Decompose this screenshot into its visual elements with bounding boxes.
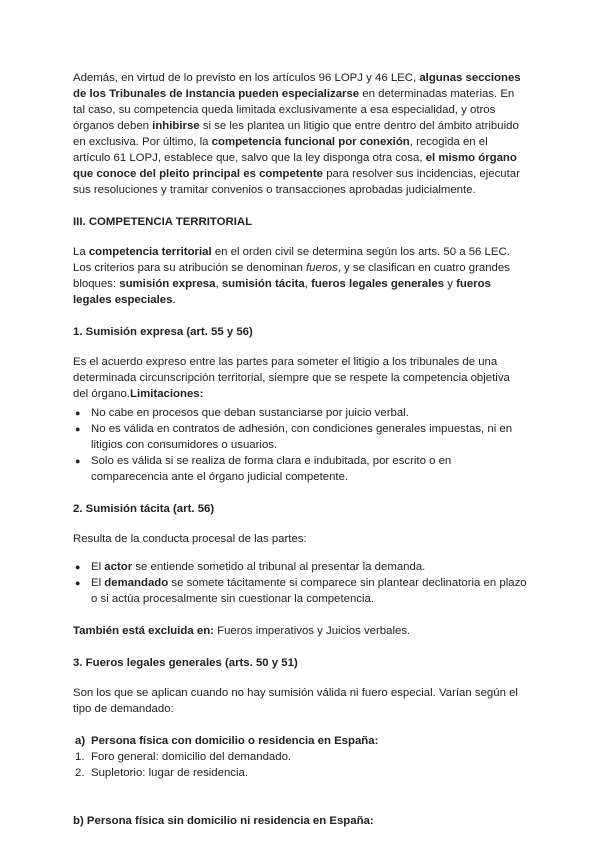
paragraph-competencia-territorial [73, 244, 528, 308]
list-limitaciones [73, 405, 528, 485]
bullet-icon: ● [75, 424, 81, 434]
italic-run: fueros [306, 262, 338, 274]
list-item-text: Solo es válida si se realiza de forma clara e indubitada, por escrito o en comparecencia ante el órgano judicial competente. [91, 455, 452, 483]
paragraph-fueros-generales: Son los que se aplican cuando no hay sumisión válida ni fuero especial. Varían según el tipo de demandado: [73, 687, 518, 715]
bold-run: demandado [104, 577, 169, 589]
bold-run: algunas secciones de los Tribunales de Instancia pueden especializarse [73, 72, 521, 100]
subheading-persona-fisica-espana [73, 733, 528, 749]
text-run: Además, en virtud de lo previsto en los artículos 96 LOPJ y 46 LEC, [73, 72, 420, 84]
paragraph-sumision-expresa [73, 354, 528, 402]
heading-sumision-tacita: 2. Sumisión tácita (art. 56) [73, 503, 215, 515]
heading-competencia-territorial: III. COMPETENCIA TERRITORIAL [73, 216, 253, 228]
list-item [73, 421, 528, 453]
bold-run: competencia funcional por conexión [211, 136, 410, 148]
paragraph-sumision-tacita: Resulta de la conducta procesal de las partes: [73, 533, 307, 545]
heading-fueros-generales: 3. Fueros legales generales (arts. 50 y 51) [73, 657, 298, 669]
text-run: en el orden civil se determina según los arts. 50 a 56 LEC. Los criterios para su atribución se denominan [73, 246, 510, 274]
list-item [73, 453, 528, 485]
subheading-persona-fisica-extranjero: b) Persona física sin domicilio ni residencia en España: [73, 815, 374, 827]
bold-run: competencia territorial [88, 246, 212, 258]
list-item-text: No es válida en contratos de adhesión, con condiciones generales impuestas, ni en litigios con consumidores o usuarios. [91, 423, 513, 451]
bold-run: También está excluida en: [73, 625, 214, 637]
list-item-text: Foro general: domicilio del demandado. [91, 751, 292, 763]
text-run: se entiende sometido al tribunal al presentar la demanda. [132, 561, 426, 573]
heading-sumision-expresa: 1. Sumisión expresa (art. 55 y 56) [73, 326, 253, 338]
list-fueros-persona-fisica [73, 749, 528, 781]
text-run: . [172, 294, 176, 306]
text-run: , [304, 278, 312, 290]
list-item-text: Supletorio: lugar de residencia. [91, 767, 249, 779]
bold-run: sumisión expresa [119, 278, 216, 290]
bold-run: el mismo órgano que conoce del pleito principal es competente [73, 152, 517, 180]
text-run: , y se clasifican en cuatro grandes bloques: [73, 262, 510, 290]
list-item [73, 405, 528, 421]
list-item [73, 559, 528, 575]
subheading-marker: a) [75, 735, 86, 747]
paragraph-especializacion [73, 70, 528, 198]
bullet-icon: ● [75, 562, 81, 572]
list-item-text: No cabe en procesos que deban sustanciarse por juicio verbal. [91, 407, 409, 419]
document-page [73, 70, 528, 843]
bold-run: Limitaciones: [130, 388, 204, 400]
text-run: Fueros imperativos y Juicios verbales. [213, 625, 411, 637]
text-run: , recogida en el artículo 61 LOPJ, establece que, salvo que la ley disponga otra cosa, [73, 136, 488, 164]
bullet-icon: ● [75, 578, 81, 588]
bold-run: actor [104, 561, 133, 573]
list-number: 1. [75, 751, 85, 763]
text-run: , [215, 278, 222, 290]
list-sumision-tacita [73, 559, 528, 607]
bold-run: sumisión tácita [221, 278, 305, 290]
text-run: se somete tácitamente si comparece sin plantear declinatoria en plazo o si actúa procesalmente sin cuestionar la competencia. [91, 577, 527, 605]
list-number: 2. [75, 767, 85, 779]
subheading-label: Persona física con domicilio o residencia en España: [91, 735, 379, 747]
text-run: para resolver sus incidencias, ejecutar sus resoluciones y tramitar convenios o transacciones aprobadas judicialmente. [73, 168, 520, 196]
text-run: El [91, 561, 105, 573]
text-run: El [91, 577, 105, 589]
list-item [73, 765, 528, 781]
list-item [73, 575, 528, 607]
text-run: Es el acuerdo expreso entre las partes para someter el litigio a los tribunales de una determinada circunscripción territorial, siempre que se respete la competencia objetiva del órgano. [73, 356, 510, 400]
list-item [73, 749, 528, 765]
bold-run: inhibirse [152, 120, 200, 132]
bold-run: fueros legales generales [311, 278, 445, 290]
paragraph-exclusion [73, 623, 528, 639]
text-run: La [73, 246, 89, 258]
text-run: y [444, 278, 457, 290]
bold-run: fueros legales especiales [73, 278, 491, 306]
bullet-icon: ● [75, 408, 81, 418]
text-run: en determinadas materias. En tal caso, su competencia queda limitada exclusivamente a esa especialidad, y otros órganos deben [73, 88, 515, 132]
bullet-icon: ● [75, 456, 81, 466]
text-run: si se les plantea un litigio que entre dentro del ámbito atribuido en exclusiva. Por último, la [73, 120, 519, 148]
